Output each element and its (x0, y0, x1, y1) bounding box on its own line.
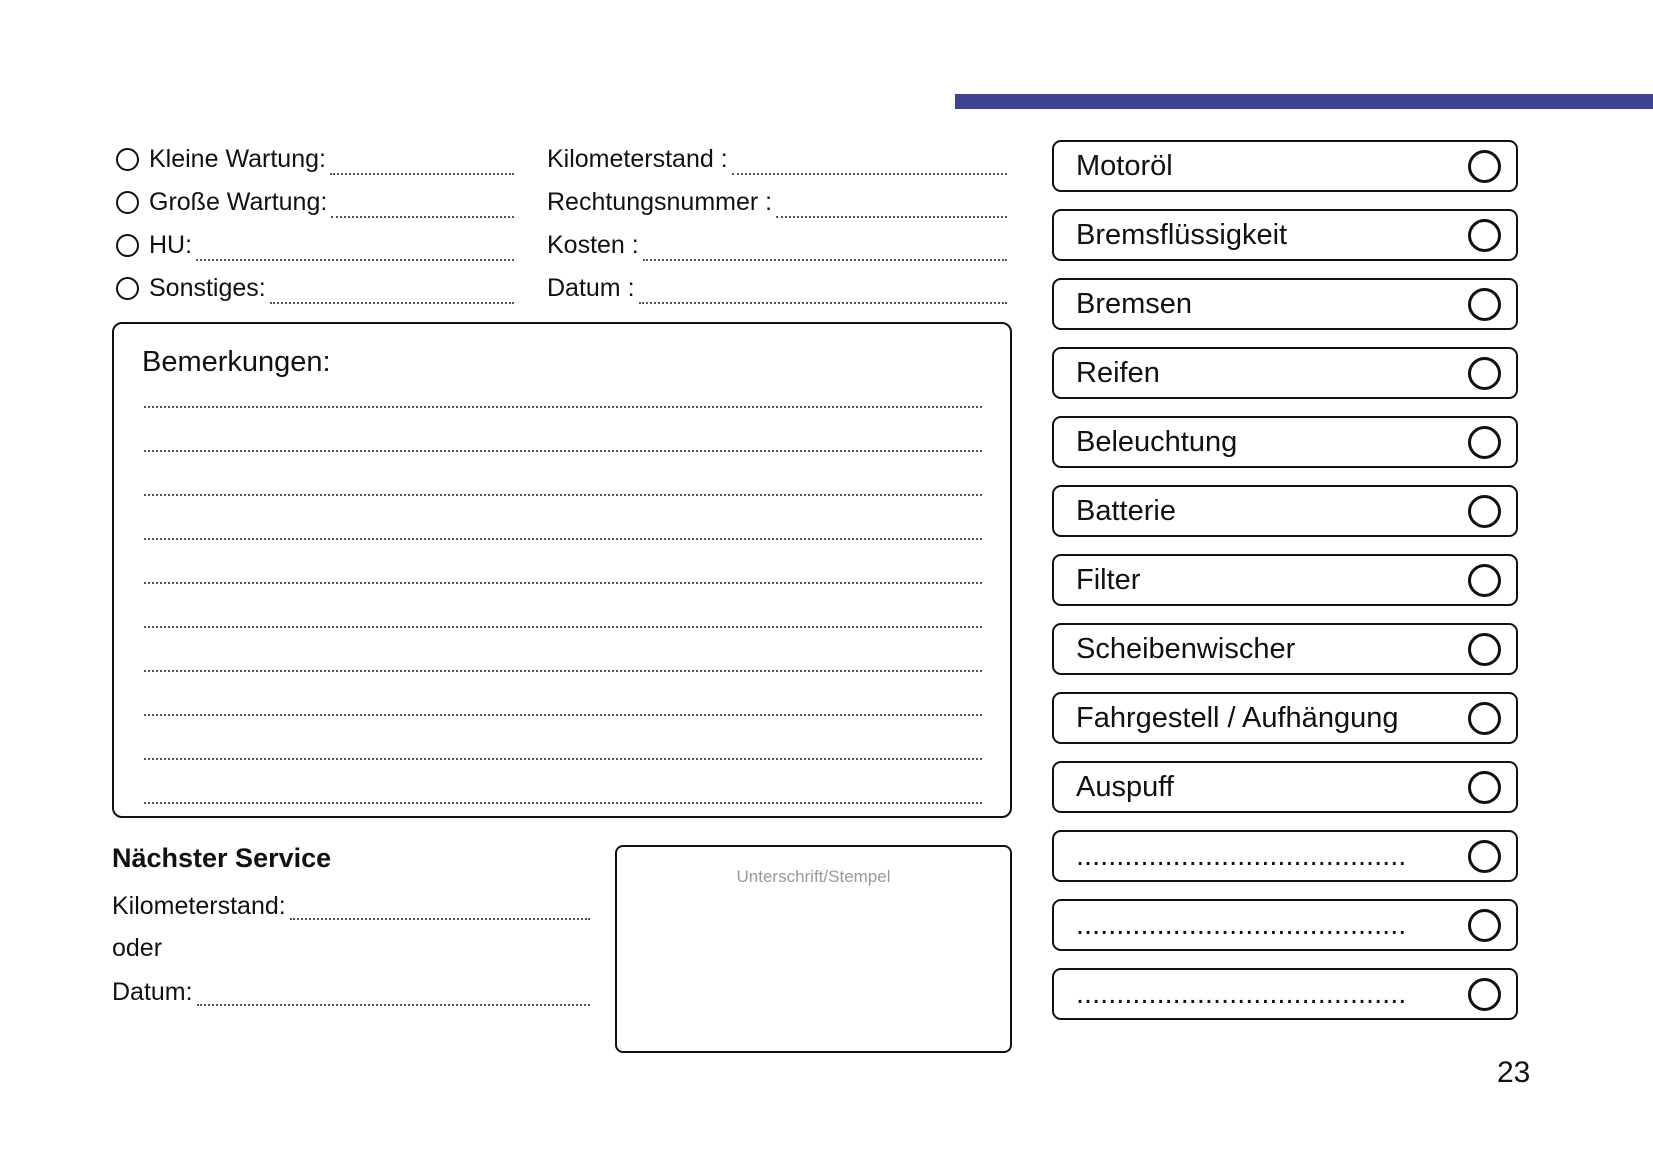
fill-in-line[interactable] (643, 259, 1007, 261)
service-type-row-grosse-wartung (116, 181, 514, 224)
checklist-item-blank-2 (1052, 899, 1518, 951)
field-label: Datum : (547, 274, 635, 302)
fill-in-line[interactable] (639, 302, 1007, 304)
checklist-label: Beleuchtung (1076, 425, 1238, 458)
signature-label: Unterschrift/Stempel (736, 867, 891, 886)
checklist-item-auspuff (1052, 761, 1518, 813)
fill-in-line[interactable] (144, 760, 982, 804)
checklist-item-fahrgestell-aufhaengung (1052, 692, 1518, 744)
service-type-row-hu (116, 224, 514, 267)
checklist-item-blank-1 (1052, 830, 1518, 882)
checklist-label: Bremsen (1076, 287, 1193, 320)
service-type-label: Kleine Wartung: (149, 145, 326, 173)
check-circle[interactable] (1468, 219, 1501, 252)
checklist-item-filter (1052, 554, 1518, 606)
check-circle[interactable] (1468, 288, 1501, 321)
checklist-label: Filter (1076, 563, 1141, 596)
remarks-lines (144, 364, 982, 804)
invoice-section (547, 138, 1007, 310)
check-circle[interactable] (1468, 633, 1501, 666)
fill-in-line[interactable] (290, 918, 590, 920)
check-circle[interactable] (1468, 564, 1501, 597)
checklist-label: Auspuff (1076, 770, 1174, 803)
next-service-km-row (112, 886, 590, 926)
fill-in-line[interactable] (144, 408, 982, 452)
service-type-row-sonstiges (116, 267, 514, 310)
service-type-label: Sonstiges: (149, 274, 266, 302)
check-circle[interactable] (1468, 702, 1501, 735)
fill-in-line[interactable] (144, 452, 982, 496)
checklist-blank-label[interactable]: ......................................... (1076, 977, 1407, 1010)
signature-box[interactable] (615, 845, 1012, 1053)
checklist-section (1052, 140, 1518, 1037)
checklist-item-scheibenwischer (1052, 623, 1518, 675)
field-label: Kilometerstand : (547, 145, 728, 173)
radio-circle[interactable] (116, 148, 139, 171)
radio-circle[interactable] (116, 234, 139, 257)
next-service-date-row (112, 972, 590, 1012)
service-type-label: Große Wartung: (149, 188, 328, 216)
next-service-or-label: oder (112, 934, 163, 962)
checklist-item-reifen (1052, 347, 1518, 399)
check-circle[interactable] (1468, 771, 1501, 804)
field-row-kosten (547, 224, 1007, 267)
checklist-item-bremsfluessigkeit (1052, 209, 1518, 261)
check-circle[interactable] (1468, 840, 1501, 873)
checklist-label: Bremsflüssigkeit (1076, 218, 1288, 251)
checklist-item-blank-3 (1052, 968, 1518, 1020)
fill-in-line[interactable] (144, 540, 982, 584)
check-circle[interactable] (1468, 909, 1501, 942)
field-label: Rechtungsnummer : (547, 188, 773, 216)
radio-circle[interactable] (116, 191, 139, 214)
checklist-label: Motoröl (1076, 149, 1173, 182)
fill-in-line[interactable] (197, 1004, 590, 1006)
service-type-label: HU: (149, 231, 193, 259)
service-type-section (116, 138, 514, 310)
checklist-item-batterie (1052, 485, 1518, 537)
check-circle[interactable] (1468, 495, 1501, 528)
fill-in-line[interactable] (144, 584, 982, 628)
fill-in-line[interactable] (196, 259, 514, 261)
checklist-label: Reifen (1076, 356, 1160, 389)
fill-in-line[interactable] (144, 716, 982, 760)
fill-in-line[interactable] (330, 173, 514, 175)
checklist-label: Batterie (1076, 494, 1176, 527)
field-label: Kilometerstand: (112, 891, 286, 920)
checklist-blank-label[interactable]: ......................................... (1076, 839, 1407, 872)
checklist-blank-label[interactable]: ......................................... (1076, 908, 1407, 941)
remarks-title: Bemerkungen: (142, 346, 331, 378)
field-row-rechnungsnummer (547, 181, 1007, 224)
fill-in-line[interactable] (144, 496, 982, 540)
next-service-title: Nächster Service (112, 843, 332, 873)
radio-circle[interactable] (116, 277, 139, 300)
check-circle[interactable] (1468, 357, 1501, 390)
fill-in-line[interactable] (331, 216, 514, 218)
field-row-datum (547, 267, 1007, 310)
field-row-kilometerstand (547, 138, 1007, 181)
checklist-label: Scheibenwischer (1076, 632, 1296, 665)
check-circle[interactable] (1468, 150, 1501, 183)
field-label: Kosten : (547, 231, 639, 259)
service-type-row-kleine-wartung (116, 138, 514, 181)
fill-in-line[interactable] (776, 216, 1007, 218)
fill-in-line[interactable] (732, 173, 1007, 175)
checklist-item-motoroel (1052, 140, 1518, 192)
fill-in-line[interactable] (270, 302, 514, 304)
remarks-box (112, 322, 1012, 818)
fill-in-line[interactable] (144, 628, 982, 672)
fill-in-line[interactable] (144, 672, 982, 716)
checklist-item-bremsen (1052, 278, 1518, 330)
checklist-item-beleuchtung (1052, 416, 1518, 468)
accent-bar (955, 94, 1653, 109)
check-circle[interactable] (1468, 978, 1501, 1011)
checklist-label: Fahrgestell / Aufhängung (1076, 701, 1399, 734)
check-circle[interactable] (1468, 426, 1501, 459)
fill-in-line[interactable] (144, 364, 982, 408)
page-number: 23 (1497, 1056, 1531, 1089)
field-label: Datum: (112, 977, 193, 1006)
